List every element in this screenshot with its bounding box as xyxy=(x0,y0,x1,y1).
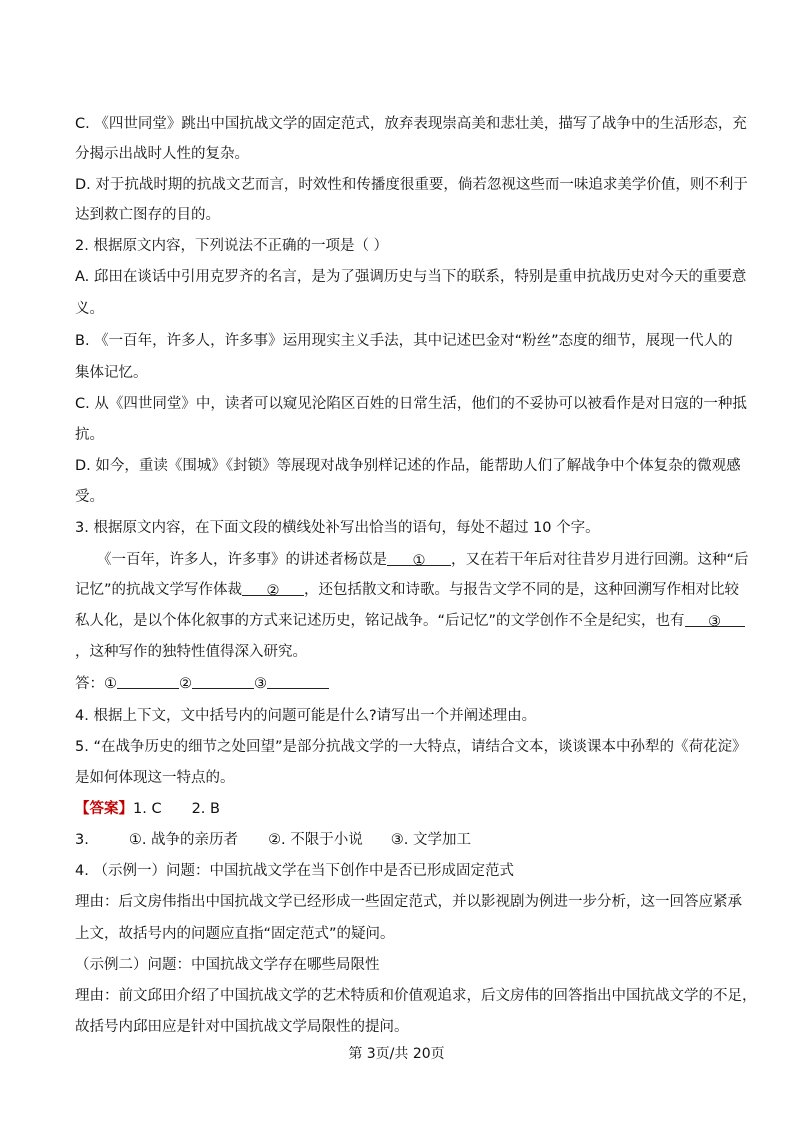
q1-option-d-line2: 达到救亡图存的目的。 xyxy=(75,207,220,223)
q1-option-c-line2: 分揭示出战时人性的复杂。 xyxy=(75,146,249,162)
blank-3-marker: ③ xyxy=(708,614,722,630)
blank-3[interactable] xyxy=(685,612,745,630)
answer-1: 1. C xyxy=(133,801,162,817)
answer-4-example1: 4. （示例一）问题：中国抗战文学在当下创作中是否已形成固定范式 xyxy=(75,863,514,879)
q2-option-b-line1: B. 《一百年，许多人，许多事》运用现实主义手法，其中记述巴金对“粉丝”态度的细节，展现一代人的 xyxy=(75,333,733,349)
answer-3-part2: ②. 不限于小说 xyxy=(268,832,363,848)
q3-passage-text-a: 《一百年，许多人，许多事》的讲述者杨苡是 xyxy=(97,552,387,568)
answer-prefix: 答： xyxy=(75,676,104,692)
q2-option-a-line1: A. 邱田在谈话中引用克罗齐的名言，是为了强调历史与当下的联系，特别是重申抗战历史对今天的重要意 xyxy=(75,269,747,285)
q3-passage-text-d: ，还包括散文和诗歌。与报告文学不同的是，这种回溯写作相对比较 xyxy=(304,582,740,598)
q3-passage-text-b: ，又在若干年后对往昔岁月进行回溯。这种“后 xyxy=(451,552,749,568)
answer-4-reason2-line2: 故括号内邱田应是针对中国抗战文学局限性的提问。 xyxy=(75,1019,409,1035)
q2-stem: 2. 根据原文内容，下列说法不正确的一项是（ ） xyxy=(75,238,389,254)
answer-4-reason2-line1: 理由：前文邱田介绍了中国抗战文学的艺术特质和价值观追求，后文房伟的回答指出中国抗战文学的不足， xyxy=(75,988,757,1004)
answer-blank-1[interactable] xyxy=(117,674,179,689)
q3-passage-line4: ，这种写作的独特性值得深入研究。 xyxy=(75,644,307,660)
q2-option-d-line1: D. 如今，重读《围城》《封锁》等展现对战争别样记述的作品，能帮助人们了解战争中个体复杂的微观感 xyxy=(75,458,741,474)
answer-2: 2. B xyxy=(191,801,220,817)
answer-marker-1: ① xyxy=(104,676,117,692)
blank-1[interactable] xyxy=(387,551,451,569)
q5-stem-line1: 5. “在战争历史的细节之处回望”是部分抗战文学的一大特点，请结合文本，谈谈课本中孙犁的《荷花淀》 xyxy=(75,739,747,755)
blank-2[interactable] xyxy=(242,581,304,599)
q1-option-c-line1: C. 《四世同堂》跳出中国抗战文学的固定范式，放弃表现崇高美和悲壮美，描写了战争中的生活形态，充 xyxy=(75,116,747,132)
answer-4-reason1-line2: 上文，故括号内的问题应直指“固定范式”的疑问。 xyxy=(75,926,395,942)
q2-option-b-line2: 集体记忆。 xyxy=(75,365,148,381)
q3-passage-text-c: 记忆”的抗战文学写作体裁 xyxy=(75,582,243,598)
q3-passage-line1 xyxy=(97,550,749,570)
answer-4-reason1-line1: 理由：后文房伟指出中国抗战文学已经形成一些固定范式，并以影视剧为例进一步分析，这一回答应紧承 xyxy=(75,894,742,910)
q2-option-a-line2: 义。 xyxy=(75,301,104,317)
answer-blank-2[interactable] xyxy=(192,674,254,689)
q2-option-c-line1: C. 从《四世同堂》中，读者可以窥见沦陷区百姓的日常生活，他们的不妥协可以被看作是对日寇的一种抵 xyxy=(75,396,747,412)
answers-line xyxy=(75,799,220,819)
q2-option-c-line2: 抗。 xyxy=(75,427,104,443)
blank-1-marker: ① xyxy=(412,553,426,569)
q3-passage-line2 xyxy=(75,580,739,600)
q1-option-d-line1: D. 对于抗战时期的抗战文艺而言，时效性和传播度很重要，倘若忽视这些而一味追求美学价值，则不利于 xyxy=(75,177,748,193)
answer-3-part1: ①. 战争的亲历者 xyxy=(128,832,239,848)
q5-stem-line2: 是如何体现这一特点的。 xyxy=(75,770,235,786)
q3-answer-line xyxy=(75,674,329,694)
answer-marker-3: ③ xyxy=(254,676,267,692)
q3-passage-line3 xyxy=(75,611,745,631)
q2-option-d-line2: 受。 xyxy=(75,489,104,505)
q3-stem: 3. 根据原文内容，在下面文段的横线处补写出恰当的语句，每处不超过 10 个字。 xyxy=(75,520,600,536)
answer-3-part3: ③. 文学加工 xyxy=(390,832,471,848)
blank-2-marker: ② xyxy=(266,583,280,599)
answer-label: 【答案】 xyxy=(75,801,133,817)
answer-marker-2: ② xyxy=(179,676,192,692)
answer-blank-3[interactable] xyxy=(267,674,329,689)
answer-4-example2: （示例二）问题：中国抗战文学存在哪些局限性 xyxy=(75,957,380,973)
page-footer: 第 3页/共 20页 xyxy=(348,1046,445,1062)
q3-passage-text-e: 私人化，是以个体化叙事的方式来记述历史，铭记战争。“后记忆”的文学创作不全是纪实，也有 xyxy=(75,613,685,629)
q4-stem: 4. 根据上下文，文中括号内的问题可能是什么?请写出一个并阐述理由。 xyxy=(75,708,537,724)
answer-3-line xyxy=(75,830,471,850)
answer-3-number: 3. xyxy=(75,832,89,848)
